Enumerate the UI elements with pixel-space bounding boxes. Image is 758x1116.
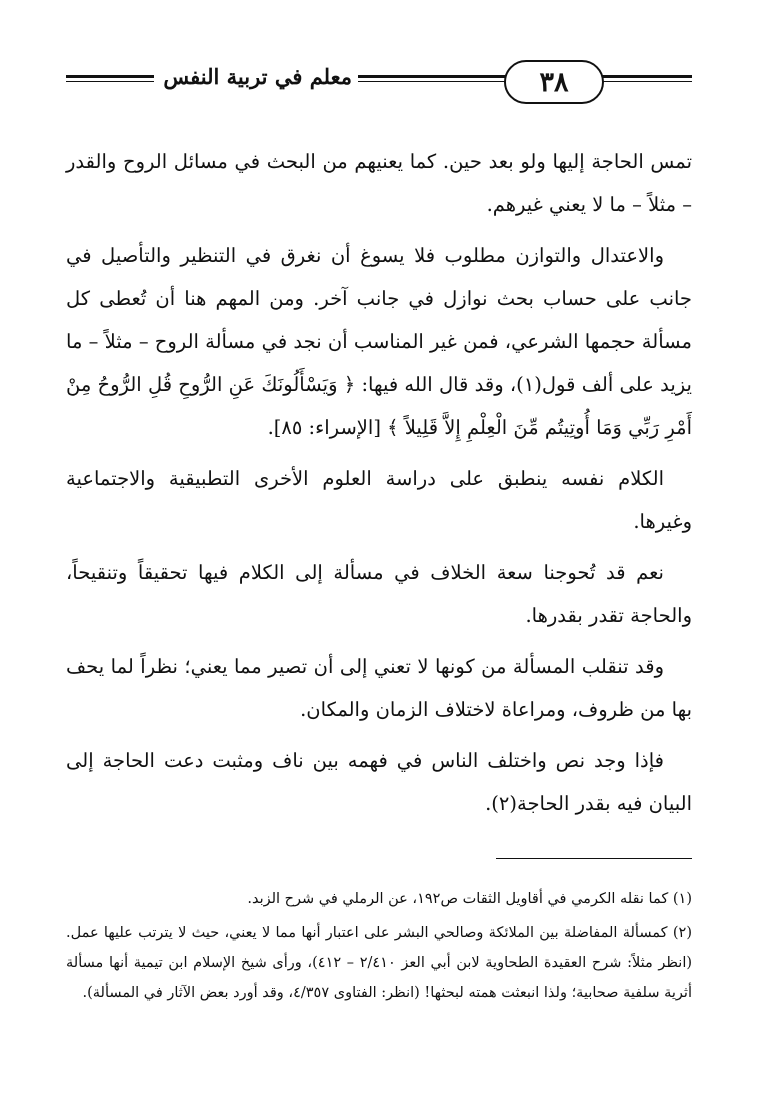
footnote-1: (١) كما نقله الكرمي في أقاويل الثقات ص١٩٢، عن الرملي في شرح الزبد. bbox=[247, 891, 692, 907]
paragraph-2: والاعتدال والتوازن مطلوب فلا يسوغ أن نغرق في التنظير والتأصيل في جانب على حساب بحث نوازل في جانب آخر. ومن المهم هنا أن تُعطى كل مسألة حجمها الشرعي، فمن غير المناسب أن نجد في مسألة الروح – مثلاً – ما يزيد على ألف قول(١)، وقد قال الله فيها: ﴿ وَيَسْأَلُونَكَ عَنِ الرُّوحِ قُلِ الرُّوحُ مِنْ أَمْرِ رَبِّي وَمَا أُوتِيتُم مِّنَ الْعِلْمِ إِلاَّ قَلِيلاً ﴾ [الإسراء: ٨٥]. bbox=[66, 244, 692, 439]
header-rule-right-thin bbox=[596, 81, 692, 82]
paragraph-6: فإذا وجد نص واختلف الناس في فهمه بين ناف ومثبت دعت الحاجة إلى البيان فيه بقدر الحاجة(٢). bbox=[66, 749, 692, 815]
footnote-separator bbox=[496, 858, 692, 859]
header-rule-left bbox=[66, 75, 154, 78]
header-rule-middle bbox=[356, 75, 506, 78]
footnotes bbox=[66, 884, 692, 1012]
header-rule-middle-thin bbox=[356, 81, 506, 82]
header-rule-right bbox=[596, 75, 692, 78]
page-header bbox=[66, 52, 692, 112]
paragraph-5: وقد تنقلب المسألة من كونها لا تعني إلى أن تصير مما يعني؛ نظراً لما يحف بها من ظروف، ومراعاة لاختلاف الزمان والمكان. bbox=[66, 655, 692, 721]
page-number: ٣٨ bbox=[504, 60, 604, 104]
book-title: معلم في تربية النفس bbox=[157, 64, 358, 89]
footnote-2: (٢) كمسألة المفاضلة بين الملائكة وصالحي البشر على اعتبار أنها مما لا يعني، حيث لا يترتب عليها عمل. (انظر مثلاً: شرح العقيدة الطحاوية لابن أبي العز ٢/٤١٠ – ٤١٢)، ورأى شيخ الإسلام ابن تيمية أنها مسألة أثرية سلفية صحابية؛ ولذا انبعثت همته لبحثها! (انظر: الفتاوى ٤/٣٥٧، وقد أورد بعض الآثار في المسألة). bbox=[66, 925, 693, 1001]
paragraph-1: تمس الحاجة إليها ولو بعد حين. كما يعنيهم من البحث في مسائل الروح والقدر – مثلاً – ما لا يعني غيرهم. bbox=[66, 150, 692, 216]
main-text bbox=[66, 140, 692, 833]
header-rule-left-thin bbox=[66, 81, 154, 82]
paragraph-3: الكلام نفسه ينطبق على دراسة العلوم الأخرى التطبيقية والاجتماعية وغيرها. bbox=[66, 467, 692, 533]
paragraph-4: نعم قد تُحوجنا سعة الخلاف في مسألة إلى الكلام فيها تحقيقاً وتنقيحاً، والحاجة تقدر بقدرها. bbox=[66, 561, 692, 627]
